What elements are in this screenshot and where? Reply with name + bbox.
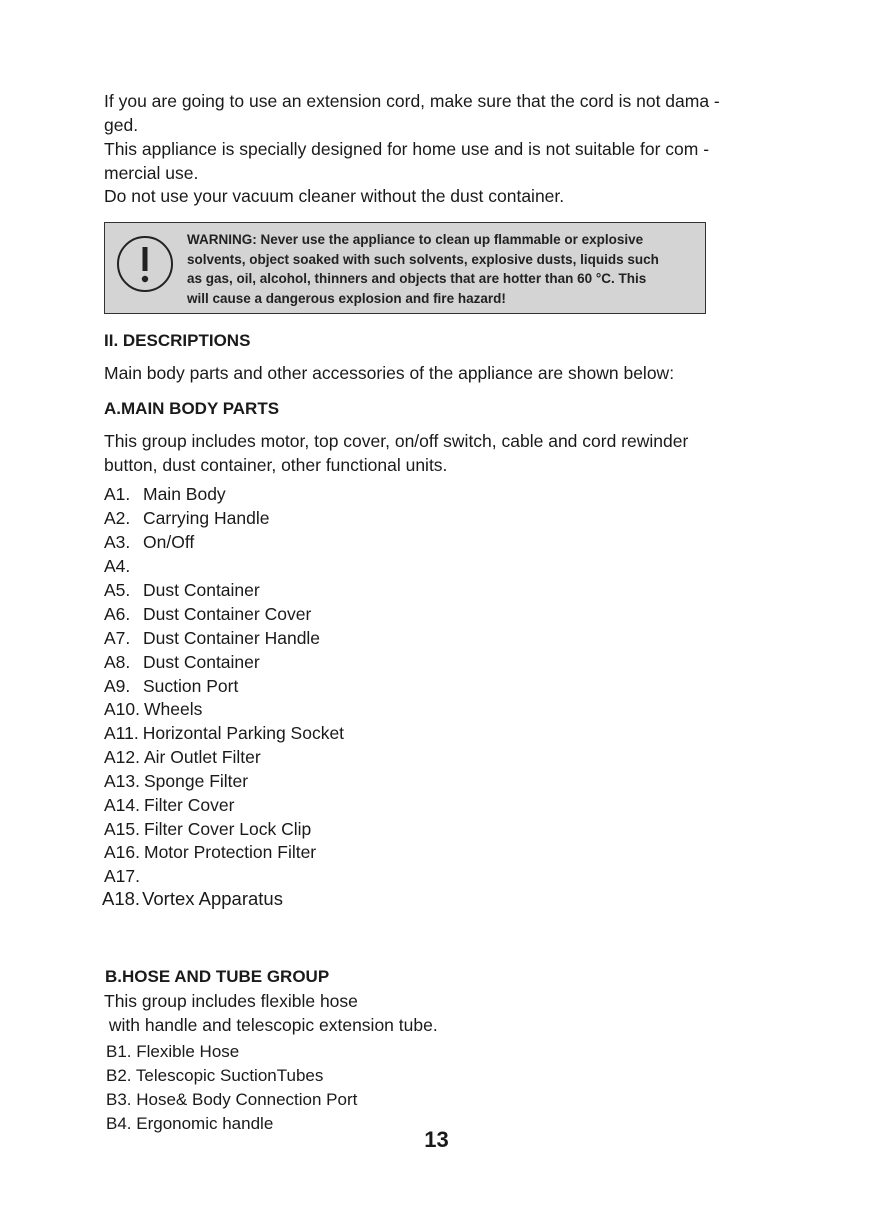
list-item: A18. Vortex Apparatus	[102, 888, 283, 909]
list-item: A4.	[104, 556, 131, 576]
list-item: A17.	[104, 866, 140, 886]
list-item: A3. On/Off	[104, 532, 195, 552]
list-item: A2. Carrying Handle	[104, 508, 270, 528]
list-item: A15. Filter Cover Lock Clip	[104, 819, 312, 839]
main-body-line-2: button, dust container, other functional units.	[104, 455, 448, 475]
main-body-line-1: This group includes motor, top cover, on/off switch, cable and cord rewinder	[104, 431, 689, 451]
descriptions-heading: II. DESCRIPTIONS	[104, 331, 251, 350]
intro-line-5: Do not use your vacuum cleaner without the dust container.	[104, 186, 565, 206]
list-item: B3. Hose& Body Connection Port	[106, 1090, 358, 1109]
warning-text	[187, 230, 703, 308]
hose-group-line-2: with handle and telescopic extension tube.	[104, 1015, 438, 1035]
list-item: A10. Wheels	[104, 699, 203, 719]
intro-line-1: If you are going to use an extension cord, make sure that the cord is not dama -	[104, 91, 720, 111]
warning-box	[104, 222, 706, 314]
list-item: A6. Dust Container Cover	[104, 604, 312, 624]
list-item: A16. Motor Protection Filter	[104, 842, 317, 862]
list-item: A7. Dust Container Handle	[104, 628, 321, 648]
page-number: 13	[424, 1127, 449, 1152]
warning-line-4: will cause a dangerous explosion and fire hazard!	[187, 290, 506, 306]
list-item: A1. Main Body	[104, 484, 226, 504]
list-item: B4. Ergonomic handle	[106, 1114, 274, 1133]
list-item: A9. Suction Port	[104, 676, 239, 696]
hose-group-heading: B.HOSE AND TUBE GROUP	[105, 967, 330, 986]
intro-line-3: This appliance is specially designed for home use and is not suitable for com -	[104, 139, 710, 159]
list-item: A13. Sponge Filter	[104, 771, 249, 791]
warning-line-3: as gas, oil, alcohol, thinners and objects that are hotter than 60 °C. This	[187, 271, 647, 286]
list-item: A14. Filter Cover	[104, 795, 235, 815]
exclamation-circle-icon	[115, 234, 175, 294]
intro-line-4: mercial use.	[104, 163, 199, 183]
list-item: B1. Flexible Hose	[106, 1042, 240, 1061]
descriptions-text: Main body parts and other accessories of the appliance are shown below:	[104, 363, 675, 383]
main-body-heading: A.MAIN BODY PARTS	[104, 399, 280, 418]
intro-line-2: ged.	[104, 115, 139, 135]
warning-line-2: solvents, object soaked with such solvents, explosive dusts, liquids such	[187, 251, 659, 267]
list-item: A11. Horizontal Parking Socket	[104, 723, 345, 743]
list-item: A5. Dust Container	[104, 580, 260, 600]
list-item: A8. Dust Container	[104, 652, 260, 672]
hose-group-line-1: This group includes flexible hose	[104, 991, 358, 1011]
list-item: A12. Air Outlet Filter	[104, 747, 261, 767]
warning-line-1: WARNING: Never use the appliance to clean up flammable or explosive	[187, 232, 644, 247]
list-item: B2. Telescopic SuctionTubes	[106, 1066, 324, 1085]
